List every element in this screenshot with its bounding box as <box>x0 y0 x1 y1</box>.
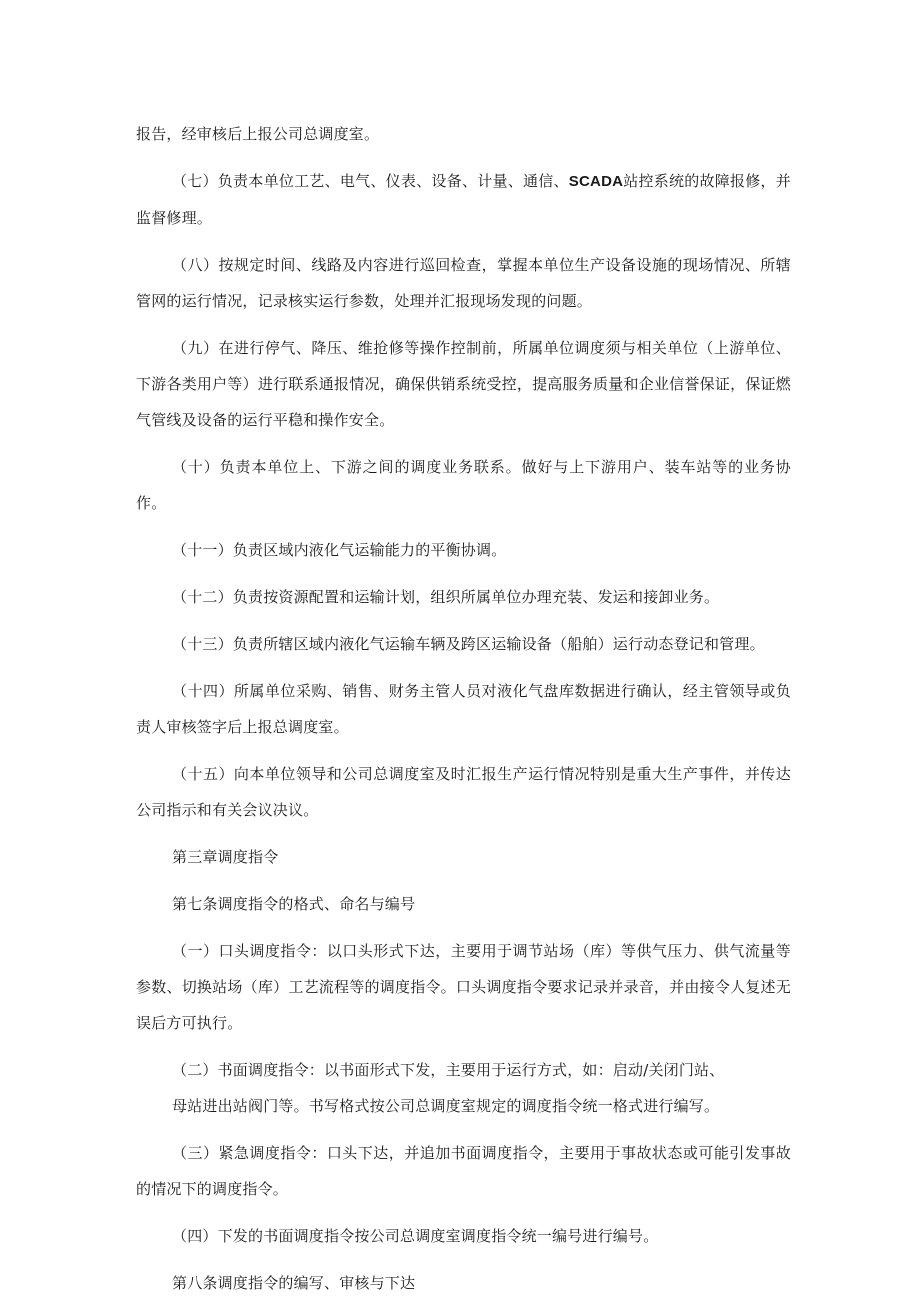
document-body <box>136 116 791 1312</box>
paragraph-item-10: （十）负责本单位上、下游之间的调度业务联系。做好与上下游用户、装车站等的业务协作。 <box>136 458 791 512</box>
paragraph-item-14: （十四）所属单位采购、销售、财务主管人员对液化气盘库数据进行确认，经主管领导或负责人审核签字后上报总调度室。 <box>136 682 791 736</box>
paragraph-item-9: （九）在进行停气、降压、维抢修等操作控制前，所属单位调度须与相关单位（上游单位、下游各类用户等）进行联系通报情况，确保供销系统受控，提高服务质量和企业信誉保证，保证燃气管线及设备的运行平稳和操作安全。 <box>136 339 791 429</box>
article-7-heading: 第七条调度指令的格式、命名与编号 <box>172 895 416 913</box>
paragraph-report-continuation: 报告，经审核后上报公司总调度室。 <box>136 125 380 143</box>
paragraph-item-12: （十二）负责按资源配置和运输计划，组织所属单位办理充装、发运和接卸业务。 <box>172 588 720 606</box>
chapter-heading: 第三章调度指令 <box>172 848 279 866</box>
paragraph-emergency-order: （三）紧急调度指令：口头下达，并追加书面调度指令，主要用于事故状态或可能引发事故的情况下的调度指令。 <box>136 1144 791 1198</box>
article-8-heading: 第八条调度指令的编写、审核与下达 <box>172 1274 416 1292</box>
paragraph-order-numbering: （四）下发的书面调度指令按公司总调度室调度指令统一编号进行编号。 <box>172 1227 659 1245</box>
paragraph-item-13: （十三）负责所辖区域内液化气运输车辆及跨区运输设备（船舶）运行动态登记和管理。 <box>172 635 765 653</box>
paragraph-item-15: （十五）向本单位领导和公司总调度室及时汇报生产运行情况特别是重大生产事件，并传达公司指示和有关会议决议。 <box>136 765 791 819</box>
paragraph-item-11: （十一）负责区域内液化气运输能力的平衡协调。 <box>172 541 507 559</box>
paragraph-item-7-scada: SCADA <box>568 173 624 190</box>
paragraph-written-order-line1: （二）书面调度指令：以书面形式下发，主要用于运行方式，如：启动/关闭门站、 <box>172 1061 725 1079</box>
paragraph-written-order-line2: 母站进出站阀门等。书写格式按公司总调度室规定的调度指令统一格式进行编写。 <box>172 1097 720 1115</box>
paragraph-item-7-pre: （七）负责本单位工艺、电气、仪表、设备、计量、通信、 <box>172 172 569 190</box>
paragraph-verbal-order: （一）口头调度指令：以口头形式下达，主要用于调节站场（库）等供气压力、供气流量等参数、切换站场（库）工艺流程等的调度指令。口头调度指令要求记录并录音，并由接令人复述无误后方可执行。 <box>136 942 791 1032</box>
paragraph-item-7 <box>136 163 791 236</box>
paragraph-item-7-post: 站控系统的故障报修，并监督修理。 <box>136 172 792 227</box>
paragraph-item-8: （八）按规定时间、线路及内容进行巡回检查，掌握本单位生产设备设施的现场情况、所辖管网的运行情况，记录核实运行参数，处理并汇报现场发现的问题。 <box>136 256 791 310</box>
